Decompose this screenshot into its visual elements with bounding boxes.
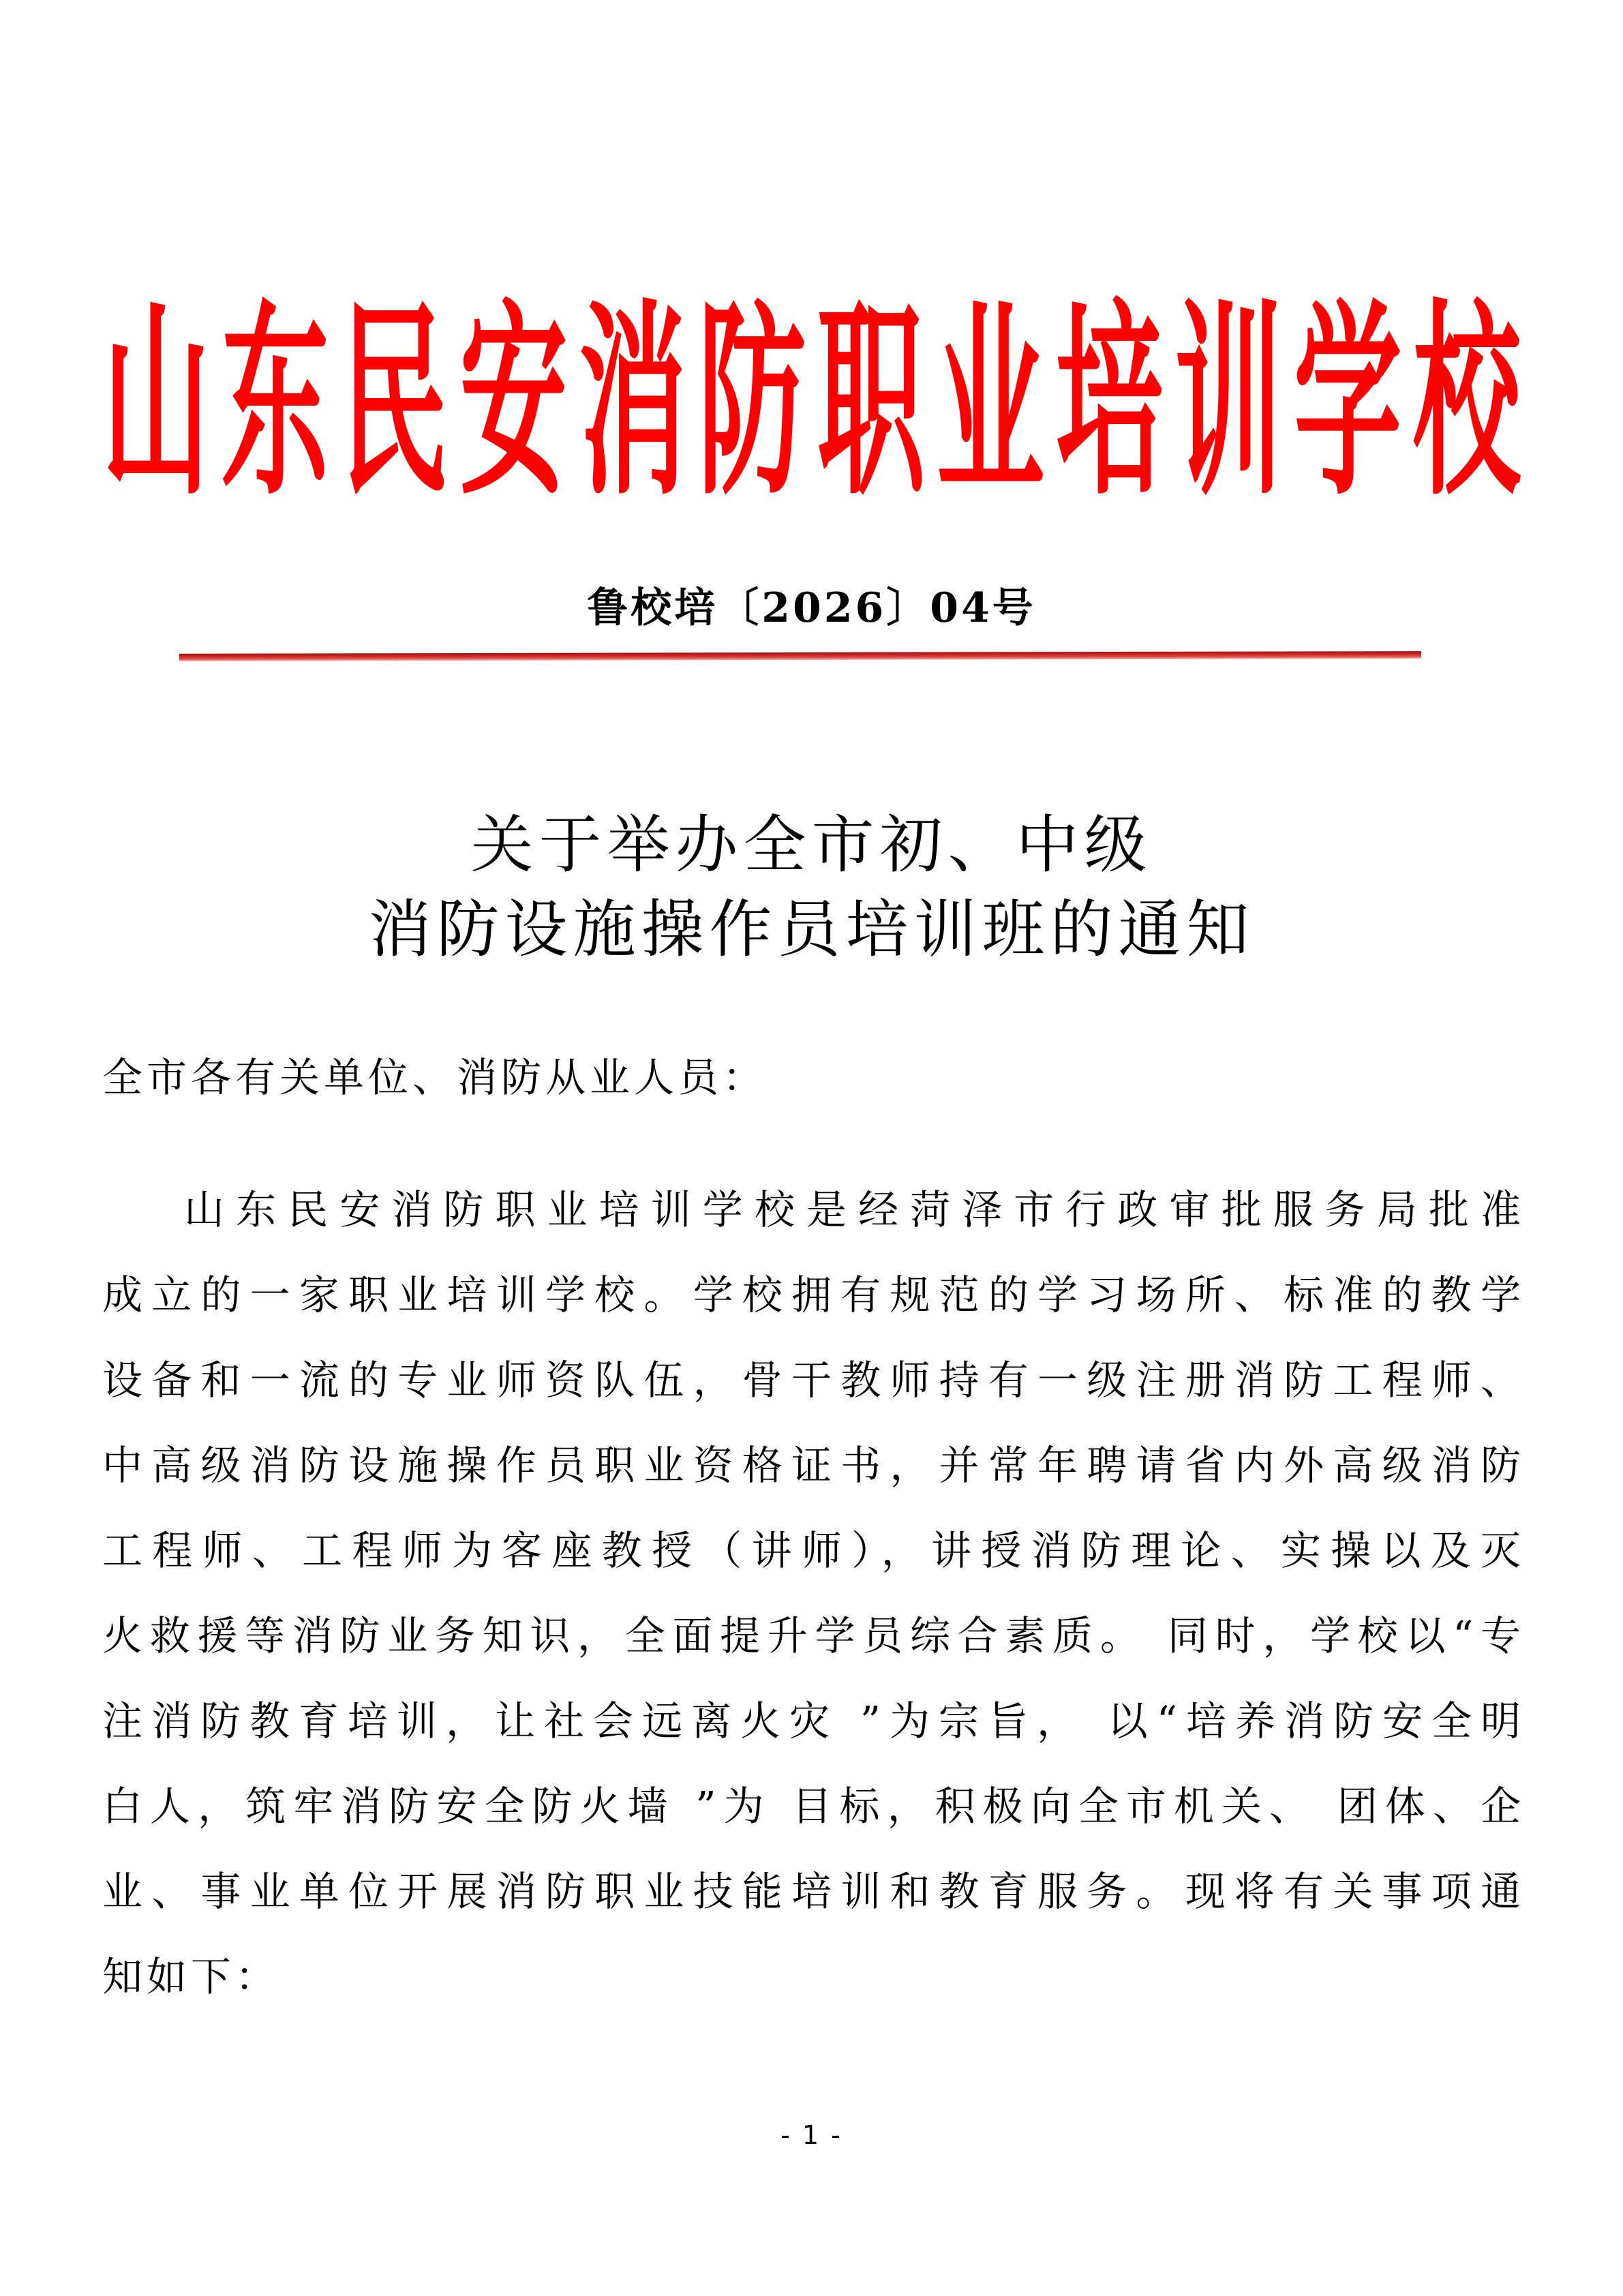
body-line: 中高级消防设施操作员职业资格证书，并常年聘请省内外高级消防	[102, 1442, 1521, 1489]
body-line: 设备和一流的专业师资队伍，骨干教师持有一级注册消防工程师、	[102, 1357, 1521, 1404]
salutation: 全市各有关单位、消防从业人员：	[102, 1054, 768, 1101]
body-line: 白人，筑牢消防安全防火墙 ”为 目标，积极向全市机关、 团体、企	[102, 1783, 1521, 1830]
page-number: - 1 -	[780, 2120, 843, 2150]
red-divider-line	[179, 651, 1421, 661]
body-line: 业、事业单位开展消防职业技能培训和教育服务。现将有关事项通	[102, 1868, 1521, 1915]
body-line: 山东民安消防职业培训学校是经菏泽市行政审批服务局批准	[184, 1186, 1521, 1233]
body-line: 工程师、工程师为客座教授（讲师），讲授消防理论、实操以及灭	[102, 1527, 1521, 1574]
document-title	[0, 803, 1623, 972]
document-number: 鲁校培〔2026〕04号	[587, 584, 1036, 632]
body-line: 知如下：	[102, 1953, 280, 2000]
letterhead-school-name: 山东民安消防职业培训学校	[102, 282, 1521, 524]
body-line: 注消防教育培训，让社会远离火灾 ”为宗旨， 以“培养消防安全明	[102, 1697, 1521, 1744]
body-paragraph	[102, 1167, 1521, 2019]
body-line: 成立的一家职业培训学校。学校拥有规范的学习场所、标准的教学	[102, 1271, 1521, 1318]
document-title-line-2: 消防设施操作员培训班的通知	[368, 893, 1255, 966]
body-line: 火救援等消防业务知识，全面提升学员综合素质。 同时，学校以“专	[102, 1612, 1521, 1659]
document-title-line-1: 关于举办全市初、中级	[470, 809, 1153, 881]
